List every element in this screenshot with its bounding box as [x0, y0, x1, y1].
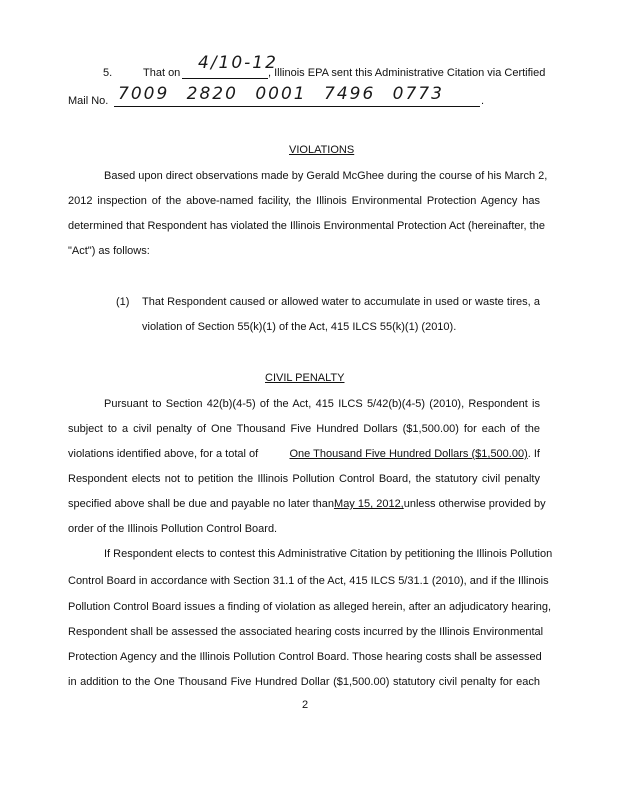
item-text: , Illinois EPA sent this Administrative Citation via Certified	[268, 67, 546, 79]
handwritten-date: 4/10-12	[198, 53, 278, 73]
mail-label: Mail No.	[68, 95, 109, 107]
penalty-total-text: One Thousand Five Hundred Dollars ($1,500.00)	[289, 448, 528, 460]
violations-para-line: "Act") as follows:	[68, 245, 150, 257]
item-number: 5.	[103, 67, 113, 79]
penalty-para-line: Pursuant to Section 42(b)(4-5) of the Act, 415 ILCS 5/42(b)(4-5) (2010), Respondent is	[104, 398, 540, 410]
page-number: 2	[302, 699, 309, 711]
violation-item-line: That Respondent caused or allowed water to accumulate in used or waste tires, a	[142, 296, 540, 308]
penalty-text-end: . If	[527, 448, 540, 460]
mail-end: .	[481, 95, 485, 107]
violation-item-line: violation of Section 55(k)(1) of the Act, 415 ILCS 55(k)(1) (2010).	[142, 321, 457, 333]
due-date-text: May 15, 2012,	[334, 498, 404, 510]
contest-para-line: Control Board in accordance with Section 31.1 of the Act, 415 ILCS 5/31.1 (2010), and if the Illinois	[68, 575, 549, 587]
contest-para-line: Protection Agency and the Illinois Pollution Control Board. Those hearing costs shall be assessed	[68, 651, 542, 663]
item-intro: That on	[143, 67, 181, 79]
contest-para-line: Pollution Control Board issues a finding of violation as alleged herein, after an adjudicatory hearing,	[68, 601, 552, 613]
penalty-text: violations identified above, for a total of	[68, 448, 259, 460]
penalty-para-line: order of the Illinois Pollution Control Board.	[68, 523, 278, 535]
penalty-text: specified above shall be due and payable no later than	[68, 498, 335, 510]
civil-penalty-heading: CIVIL PENALTY	[265, 372, 345, 384]
date-blank-line	[182, 78, 268, 79]
violations-para-line: 2012 inspection of the above-named facility, the Illinois Environmental Protection Agency has	[68, 195, 540, 207]
handwritten-mail-number: 7009 2820 0001 7496 0773	[118, 84, 444, 104]
violations-para-line: determined that Respondent has violated the Illinois Environmental Protection Act (hereinafter, the	[68, 220, 545, 232]
penalty-para-line	[68, 497, 546, 511]
violations-heading: VIOLATIONS	[289, 144, 355, 156]
penalty-para-line: subject to a civil penalty of One Thousand Five Hundred Dollars ($1,500.00) for each of the	[68, 423, 540, 435]
mail-number-blank-line	[114, 106, 480, 107]
violation-item-number: (1)	[116, 296, 130, 308]
penalty-text: unless otherwise provided by	[403, 498, 546, 510]
penalty-para-line	[68, 447, 540, 461]
contest-para-line: Respondent shall be assessed the associated hearing costs incurred by the Illinois Environmental	[68, 626, 544, 638]
penalty-total-underlined	[289, 447, 540, 461]
penalty-para-line: Respondent elects not to petition the Illinois Pollution Control Board, the statutory civil penalty	[68, 473, 540, 485]
contest-para-line: If Respondent elects to contest this Administrative Citation by petitioning the Illinois Pollution	[104, 548, 553, 560]
contest-para-line: in addition to the One Thousand Five Hundred Dollar ($1,500.00) statutory civil penalty for each	[68, 676, 540, 688]
violations-para-line: Based upon direct observations made by Gerald McGhee during the course of his March 2,	[104, 170, 548, 182]
